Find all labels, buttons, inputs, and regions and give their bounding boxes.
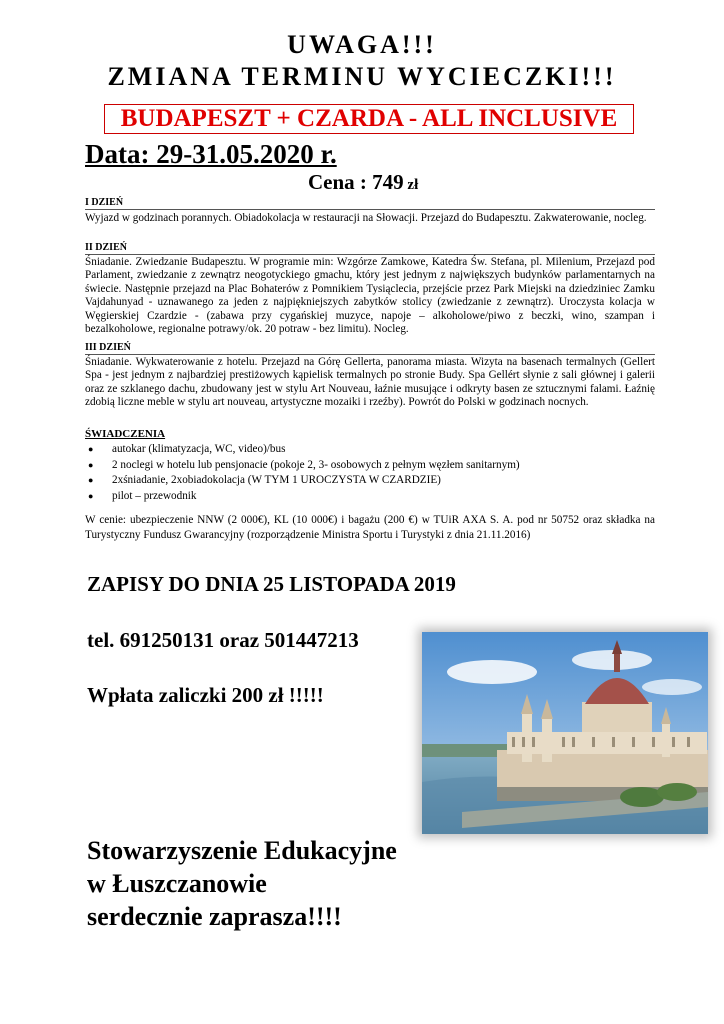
list-item: ● autokar (klimatyzacja, WC, video)/bus xyxy=(85,442,655,458)
services-list xyxy=(85,442,655,504)
day-3-text: Śniadanie. Wykwaterowanie z hotelu. Przejazd na Górę Gellerta, panorama miasta. Wizyta na basenach termalnych (Gellert Spa - jest jednym z najbardziej prestiżowych kąpielisk termalnych po stronie Budy. Spa Gellért słynie z sali głównej i galerii oraz ze szklanego dachu, zbudowany jest w stylu Art Nouveau, łaźnie musujące i odkryty basen ze sztucznymi falami. Łaźnię zdobią liczne meble w stylu art nouveau, artystyczne mozaiki i rzeźby). Powrót do Polski w godzinach nocnych. xyxy=(85,356,655,409)
phone-numbers: tel. 691250131 oraz 501447213 xyxy=(87,628,359,652)
bullet-icon: ● xyxy=(88,444,94,454)
day-3-heading: III DZIEŃ xyxy=(85,342,655,355)
day-2-heading: II DZIEŃ xyxy=(85,242,655,255)
services-heading: ŚWIADCZENIA xyxy=(85,428,166,440)
insurance-note: W cenie: ubezpieczenie NNW (2 000€), KL (10 000€) i bagażu (200 €) w TUiR AXA S. A. pod nr 50752 oraz składka na Turystyczny Fundusz Gwarancyjny (rozporządzenie Ministra Sportu i Turystyki z dnia 21.11.2016) xyxy=(85,514,655,541)
notice-heading: UWAGA!!! xyxy=(287,30,437,59)
deposit-info: Wpłata zaliczki 200 zł !!!!! xyxy=(87,683,324,707)
organizer-name: Stowarzyszenie Edukacyjne xyxy=(87,836,397,865)
day-2-text: Śniadanie. Zwiedzanie Budapesztu. W programie min: Wzgórze Zamkowe, Katedra Św. Stefana, pl. Milenium, Przejazd pod Parlament, zwiedzanie z zewnątrz neogotyckiego gmachu, który jest jednym z największych budynków parlamentarnych na świecie. Następnie przejazd na Plac Bohaterów z Pomnikiem Tysiąclecia, przejście przez Park Miejski na dziedziniec Zamku Vajdahunyad - uznawanego za jeden z najpiękniejszych zabytków stolicy (zwiedzanie z zewnątrz). Uroczysta kolacja w Węgierskiej Czardzie - (zabawa przy cygańskiej muzyce, napoje – alkoholowe/piwo z beczki, wino, szampan i bezalkoholowe, regionalne potrawy/ok. 20 potraw - bez limitu). Nocleg. xyxy=(85,256,655,336)
day-1-text: Wyjazd w godzinach porannych. Obiadokolacja w restauracji na Słowacji. Przejazd do Budapesztu. Zakwaterowanie, nocleg. xyxy=(85,212,647,224)
bullet-icon: ● xyxy=(88,459,94,470)
budapest-parliament-photo xyxy=(422,632,708,834)
list-item: ● 2xśniadanie, 2xobiadokolacja (W TYM 1 UROCZYSTA W CZARDZIE) xyxy=(85,473,655,489)
bullet-icon: ● xyxy=(88,490,94,501)
signup-deadline: ZAPISY DO DNIA 25 LISTOPADA 2019 xyxy=(87,572,456,596)
list-item: ● pilot – przewodnik xyxy=(85,489,655,505)
change-heading: ZMIANA TERMINU WYCIECZKI!!! xyxy=(107,62,617,91)
price xyxy=(308,170,418,195)
list-item: ● 2 noclegi w hotelu lub pensjonacie (pokoje 2, 3- osobowych z pełnym węzłem sanitarnym) xyxy=(85,458,655,474)
trip-date: Data: 29-31.05.2020 r. xyxy=(85,139,337,169)
bullet-icon: ● xyxy=(88,475,94,485)
price-label: Cena : xyxy=(308,170,373,194)
trip-title: BUDAPESZT + CZARDA - ALL INCLUSIVE xyxy=(104,104,634,134)
invitation-text: serdecznie zaprasza!!!! xyxy=(87,902,342,931)
day-1-heading: I DZIEŃ xyxy=(85,197,655,210)
price-currency: zł xyxy=(403,177,419,193)
price-value: 749 xyxy=(372,170,404,194)
organizer-location: w Łuszczanowie xyxy=(87,869,267,898)
